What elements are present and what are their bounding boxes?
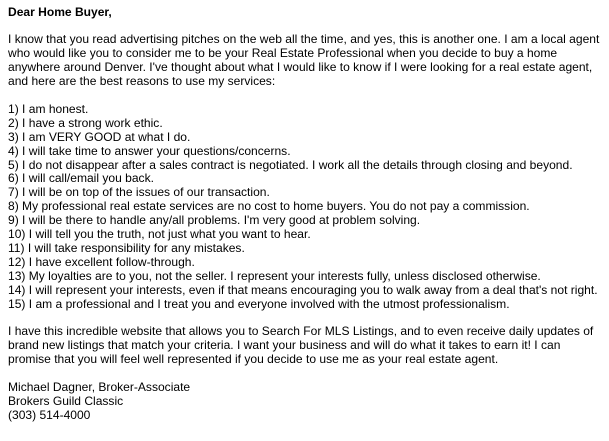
reason-item: 2) I have a strong work ethic. xyxy=(8,115,163,130)
reason-item: 4) I will take time to answer your questions/concerns. xyxy=(8,143,291,158)
reason-item: 12) I have excellent follow-through. xyxy=(8,254,195,269)
reason-item: 8) My professional real estate services are no cost to home buyers. You do not pay a commission. xyxy=(8,199,530,214)
reason-item: 15) I am a professional and I treat you and everyone involved with the utmost professionalism. xyxy=(8,296,510,311)
reason-item: 10) I will tell you the truth, not just what you want to hear. xyxy=(8,227,311,242)
reason-item: 11) I will take responsibility for any mistakes. xyxy=(8,240,245,255)
reasons-list xyxy=(8,103,604,312)
reason-item: 9) I will be there to handle any/all problems. I'm very good at problem solving. xyxy=(8,213,421,228)
reason-item: 7) I will be on top of the issues of our transaction. xyxy=(8,185,270,200)
reason-item: 5) I do not disappear after a sales contract is negotiated. I work all the details through closing and beyond. xyxy=(8,157,573,172)
reason-item: 14) I will represent your interests, even if that means encouraging you to walk away from a deal that's not right. xyxy=(8,282,598,297)
closing-paragraph: I have this incredible website that allows you to Search For MLS Listings, and to even receive daily updates of brand new listings that match your criteria. I want your business and will do what it takes to earn it! I can promise that you will feel well represented if you decide to use me as your real estate agent. xyxy=(8,324,594,367)
signature-phone: (303) 514-4000 xyxy=(8,407,91,422)
intro-paragraph: I know that you read advertising pitches on the web all the time, and yes, this is another one. I am a local agent who would like you to consider me to be your Real Estate Professional when you decide to buy a home anywhere around Denver. I've thought about what I would like to know if I were looking for a real estate agent, and here are the best reasons to use my services: xyxy=(8,32,600,89)
letter xyxy=(8,6,604,423)
reason-item: 1) I am honest. xyxy=(8,101,89,116)
reason-item: 13) My loyalties are to you, not the seller. I represent your interests fully, unless disclosed otherwise. xyxy=(8,268,541,283)
reason-item: 6) I will call/email you back. xyxy=(8,171,154,186)
greeting-heading: Dear Home Buyer, xyxy=(8,5,112,19)
signature-name: Michael Dagner, Broker-Associate xyxy=(8,380,191,395)
reason-item: 3) I am VERY GOOD at what I do. xyxy=(8,129,191,144)
signature-block xyxy=(8,381,604,423)
signature-company: Brokers Guild Classic xyxy=(8,393,124,408)
